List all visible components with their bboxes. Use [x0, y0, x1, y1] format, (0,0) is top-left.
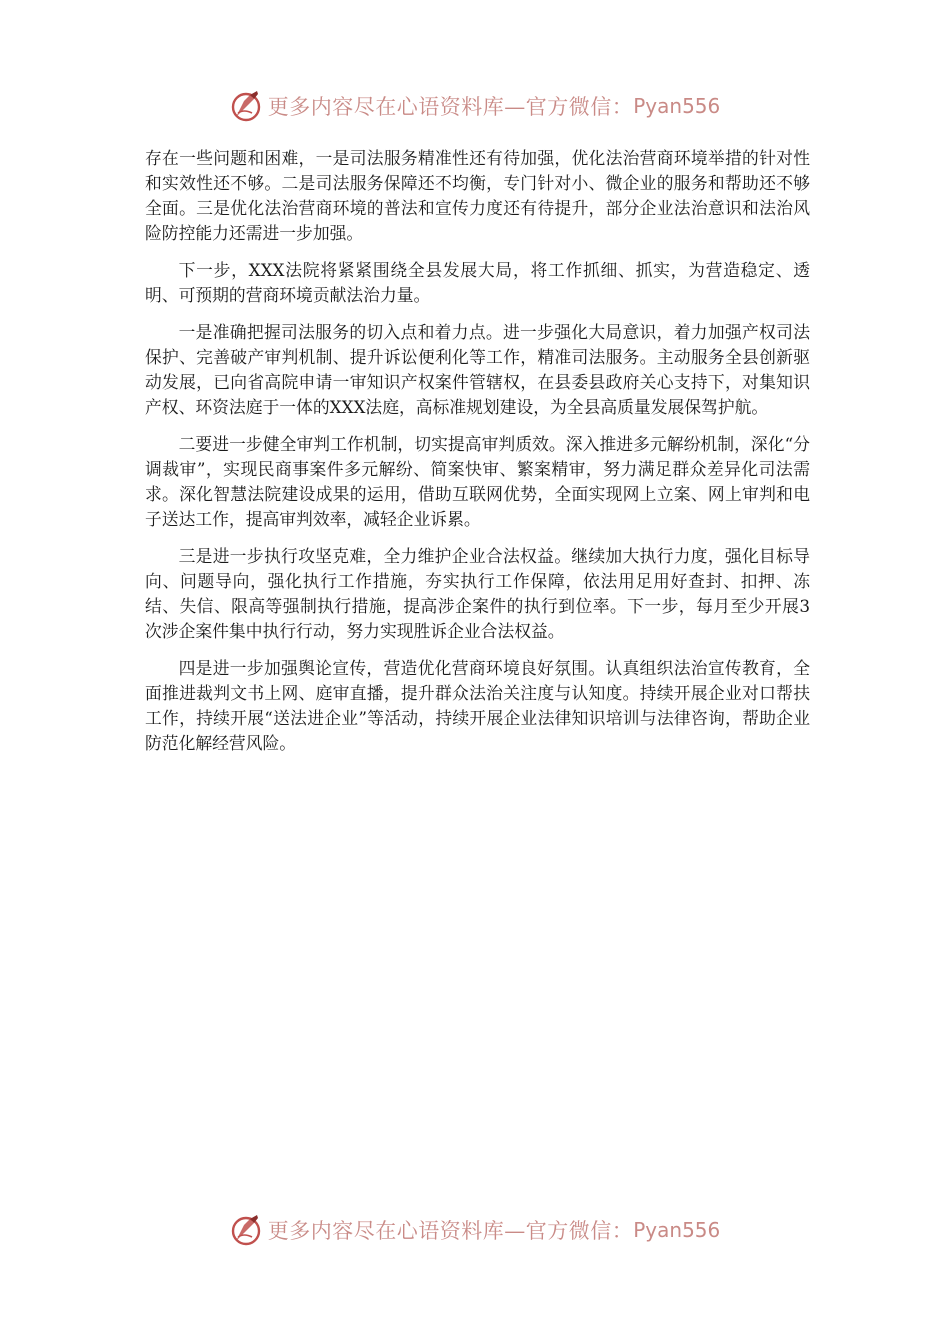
- pen-circle-logo-icon: [230, 89, 264, 123]
- header-watermark-banner: [0, 86, 950, 126]
- paragraph-next-step: 下一步，XXX法院将紧紧围绕全县发展大局，将工作抓细、抓实，为营造稳定、透明、可预期的营商环境贡献法治力量。: [145, 260, 810, 305]
- paragraph-point-two: 二要进一步健全审判工作机制，切实提高审判质效。深入推进多元解纷机制，深化“分调裁审”，实现民商事案件多元解纷、简案快审、繁案精审，努力满足群众差异化司法需求。深化智慧法院建设成果的运用，借助互联网优势，全面实现网上立案、网上审判和电子送达工作，提高审判效率，减轻企业诉累。: [145, 434, 810, 529]
- footer-watermark-banner: [0, 1210, 950, 1250]
- banner-text: 更多内容尽在心语资料库—官方微信：: [267, 1219, 634, 1243]
- paragraph-point-four: 四是进一步加强舆论宣传，营造优化营商环境良好氛围。认真组织法治宣传教育，全面推进裁判文书上网、庭审直播，提升群众法治关注度与认知度。持续开展企业对口帮扶工作，持续开展“送法进企业”等活动，持续开展企业法律知识培训与法律咨询，帮助企业防范化解经营风险。: [145, 658, 810, 753]
- banner-text: 更多内容尽在心语资料库—官方微信：: [267, 95, 634, 119]
- paragraph-point-one: 一是准确把握司法服务的切入点和着力点。进一步强化大局意识，着力加强产权司法保护、完善破产审判机制、提升诉讼便利化等工作，精准司法服务。主动服务全县创新驱动发展，已向省高院申请一审知识产权案件管辖权，在县委县政府关心支持下，对集知识产权、环资法庭于一体的XXX法庭，高标准规划建设，为全县高质量发展保驾护航。: [145, 322, 810, 417]
- pen-circle-logo-icon: [230, 1213, 264, 1247]
- paragraph-point-three: 三是进一步执行攻坚克难，全力维护企业合法权益。继续加大执行力度，强化目标导向、问题导向，强化执行工作措施，夯实执行工作保障，依法用足用好查封、扣押、冻结、失信、限高等强制执行措施，提高涉企案件的执行到位率。下一步，每月至少开展3次涉企案件集中执行行动，努力实现胜诉企业合法权益。: [145, 546, 810, 641]
- banner-wechat-id: Pyan556: [633, 94, 721, 118]
- banner-wechat-id: Pyan556: [633, 1218, 721, 1242]
- document-body: [145, 146, 810, 768]
- paragraph-problems: 存在一些问题和困难，一是司法服务精准性还有待加强，优化法治营商环境举措的针对性和实效性还不够。二是司法服务保障还不均衡，专门针对小、微企业的服务和帮助还不够全面。三是优化法治营商环境的普法和宣传力度还有待提升，部分企业法治意识和法治风险防控能力还需进一步加强。: [145, 148, 810, 243]
